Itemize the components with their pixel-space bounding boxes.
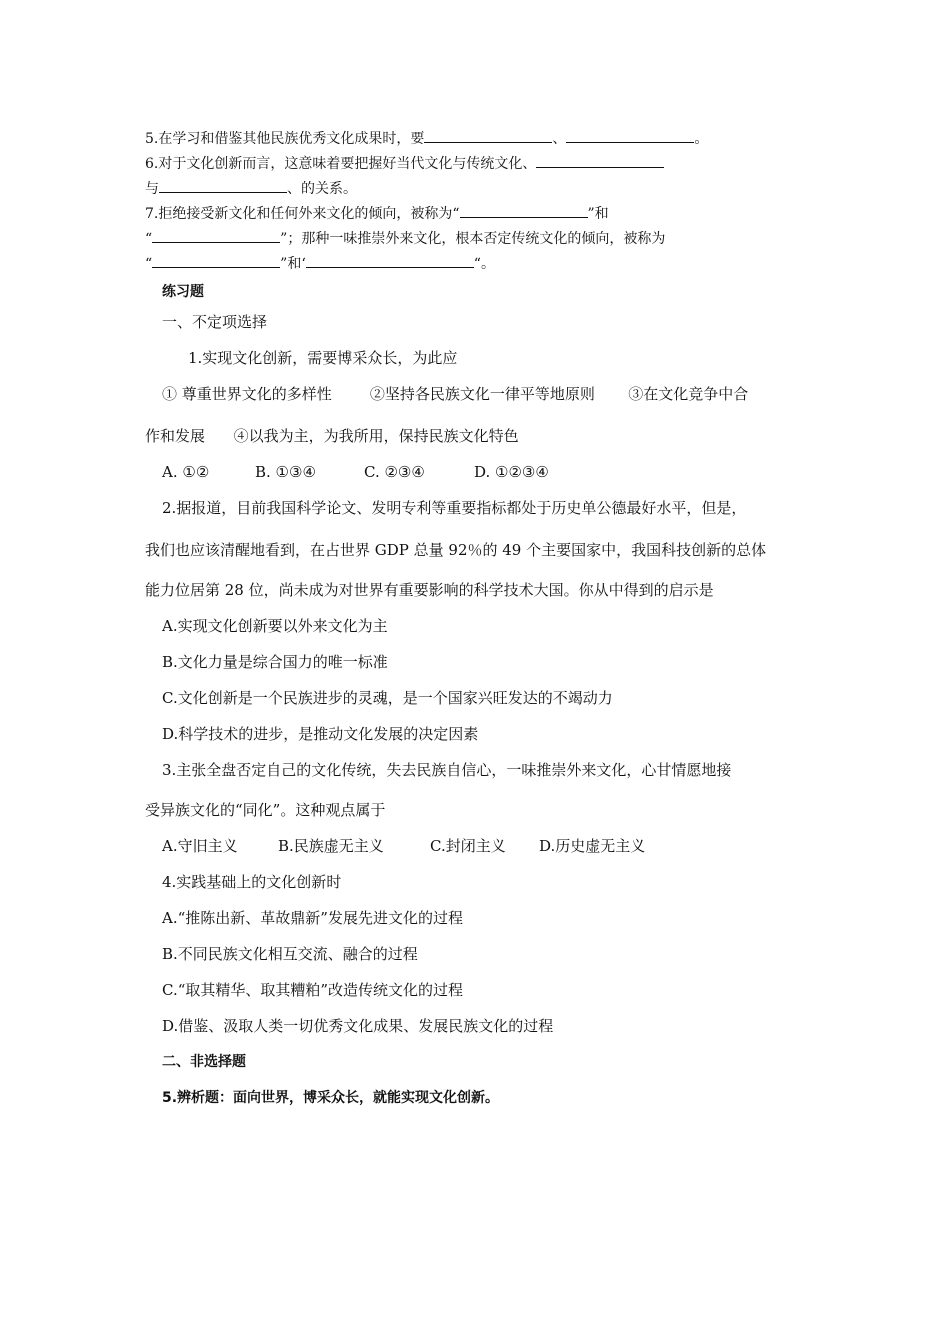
fill-q6-text: 6.对于文化创新而言，这意味着要把握好当代文化与传统文化、 xyxy=(145,156,537,172)
exercise-heading: 练习题 xyxy=(162,284,204,300)
q4-option-c[interactable]: C.“取其精华、取其糟粕”改造传统文化的过程 xyxy=(162,981,464,999)
fill-q6-line2 xyxy=(145,177,357,199)
q2-stem-line1: 2.据报道，目前我国科学论文、发明专利等重要指标都处于历史单公德最好水平，但是， xyxy=(162,499,747,517)
q5-analysis-question: 5.辨析题：面向世界，博采众长，就能实现文化创新。 xyxy=(162,1090,500,1106)
fill-q7-line2 xyxy=(145,227,665,249)
q2-stem-line3: 能力位居第 28 位，尚未成为对世界有重要影响的科学技术大国。你从中得到的启示是 xyxy=(145,581,714,599)
fill-q7-prefix: 7.拒绝接受新文化和任何外来文化的倾向，被称为“ xyxy=(145,206,460,222)
q2-option-a[interactable]: A.实现文化创新要以外来文化为主 xyxy=(162,617,388,635)
q3-stem-line1: 3.主张全盘否定自己的文化传统，失去民族自信心，一味推崇外来文化，心甘情愿地接 xyxy=(162,761,732,779)
q2-option-d[interactable]: D.科学技术的进步，是推动文化发展的决定因素 xyxy=(162,725,479,743)
blank-field[interactable] xyxy=(460,202,588,218)
blank-field[interactable] xyxy=(566,127,694,143)
q1-statements-line2: 作和发展 ④以我为主，为我所用，保持民族文化特色 xyxy=(145,427,519,445)
q1-option-b[interactable]: B. ①③④ xyxy=(255,463,316,481)
blank-field[interactable] xyxy=(152,252,280,268)
q4-option-a[interactable]: A.“推陈出新、革故鼎新”发展先进文化的过程 xyxy=(162,909,463,927)
blank-field[interactable] xyxy=(424,127,552,143)
q3-stem-line2: 受异族文化的“同化”。这种观点属于 xyxy=(145,801,386,819)
blank-field[interactable] xyxy=(159,177,287,193)
q3-option-d[interactable]: D.历史虚无主义 xyxy=(539,837,646,855)
fill-q6-sep: 、 xyxy=(287,181,301,197)
q3-option-c[interactable]: C.封闭主义 xyxy=(430,837,506,855)
fill-q5-end: 。 xyxy=(694,131,709,147)
q2-stem-line2: 我们也应该清醒地看到，在占世界 GDP 总量 92％的 49 个主要国家中，我国科技创新的总体 xyxy=(145,541,767,559)
fill-q7-line3-mid: ”和‘ xyxy=(280,256,306,272)
q4-stem: 4.实践基础上的文化创新时 xyxy=(162,873,342,891)
fill-q5-prefix: 5.在学习和借鉴其他民族优秀文化成果时，要 xyxy=(145,131,425,147)
fill-q7-line2-end: ”；那种一味推崇外来文化，根本否定传统文化的倾向，被称为 xyxy=(280,231,666,247)
fill-q7-line1 xyxy=(145,202,609,224)
section-multiple-choice: 一、不定项选择 xyxy=(162,313,268,331)
blank-field[interactable] xyxy=(306,252,474,268)
fill-q7-line3-end: “。 xyxy=(473,256,495,272)
blank-field[interactable] xyxy=(536,152,664,168)
q4-option-d[interactable]: D.借鉴、汲取人类一切优秀文化成果、发展民族文化的过程 xyxy=(162,1017,554,1035)
q1-stem: 1.实现文化创新，需要博采众长，为此应 xyxy=(188,349,458,367)
section-non-choice: 二、非选择题 xyxy=(162,1054,246,1070)
q1-option-a[interactable]: A. ①② xyxy=(162,463,210,481)
blank-field[interactable] xyxy=(152,227,280,243)
fill-q6-line1 xyxy=(145,152,664,174)
fill-q7-line2-prefix: “ xyxy=(145,231,153,247)
fill-q7-end: ”和 xyxy=(587,206,609,222)
q2-option-c[interactable]: C.文化创新是一个民族进步的灵魂，是一个国家兴旺发达的不竭动力 xyxy=(162,689,613,707)
q4-option-b[interactable]: B.不同民族文化相互交流、融合的过程 xyxy=(162,945,418,963)
fill-q5 xyxy=(145,127,708,149)
fill-q5-sep: 、 xyxy=(552,131,567,147)
q1-statements-line1: ① 尊重世界文化的多样性 ②坚持各民族文化一律平等地原则 ③在文化竞争中合 xyxy=(162,385,749,403)
fill-q6-prefix: 与 xyxy=(145,181,159,197)
q1-option-c[interactable]: C. ②③④ xyxy=(364,463,425,481)
fill-q6-end: 的关系。 xyxy=(301,181,357,197)
q3-option-a[interactable]: A.守旧主义 xyxy=(162,837,238,855)
q3-option-b[interactable]: B.民族虚无主义 xyxy=(278,837,384,855)
q1-option-d[interactable]: D. ①②③④ xyxy=(474,463,549,481)
q2-option-b[interactable]: B.文化力量是综合国力的唯一标准 xyxy=(162,653,388,671)
fill-q7-line3-prefix: “ xyxy=(145,256,153,272)
fill-q7-line3 xyxy=(145,252,495,274)
